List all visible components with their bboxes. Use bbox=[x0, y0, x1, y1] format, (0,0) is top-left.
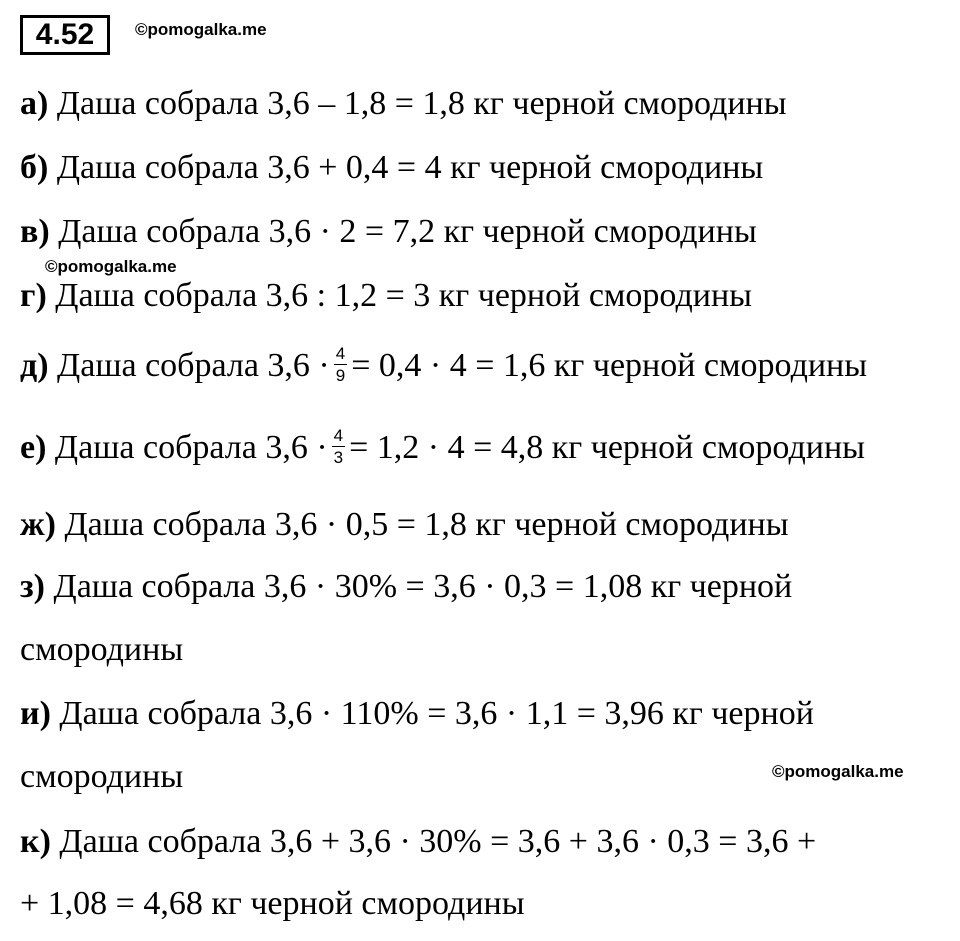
answer-label-i: и) bbox=[20, 695, 51, 732]
answer-line-d bbox=[20, 346, 867, 388]
answer-label-k: к) bbox=[20, 823, 51, 860]
answer-line-i-continuation bbox=[20, 757, 183, 797]
fraction-numerator: 4 bbox=[333, 426, 344, 446]
answer-line-e bbox=[20, 428, 865, 470]
answer-text-b: Даша собрала 3,6 + 0,4 = 4 кг черной смородины bbox=[48, 149, 764, 186]
fraction-denominator: 3 bbox=[333, 448, 344, 468]
answer-text-g: Даша собрала 3,6 : 1,2 = 3 кг черной смородины bbox=[46, 277, 752, 314]
answer-text-d-before: Даша собрала 3,6 · bbox=[48, 347, 330, 384]
problem-number-box: 4.52 bbox=[20, 15, 110, 55]
answer-text-e-after: = 1,2 · 4 = 4,8 кг черной смородины bbox=[349, 429, 865, 466]
answer-line-k bbox=[20, 822, 816, 862]
answer-text-i-continuation: смородины bbox=[20, 758, 184, 795]
watermark-bottom: ©pomogalka.me bbox=[772, 762, 904, 781]
answer-text-v: Даша собрала 3,6 · 2 = 7,2 кг черной смородины bbox=[49, 213, 757, 250]
fraction-numerator: 4 bbox=[335, 344, 346, 364]
answer-label-d: д) bbox=[20, 347, 49, 384]
answer-line-g bbox=[20, 276, 752, 316]
answer-line-z bbox=[20, 567, 792, 607]
answer-line-b bbox=[20, 148, 763, 188]
answer-text-k: Даша собрала 3,6 + 3,6 · 30% = 3,6 + 3,6 · 0,3 = 3,6 + bbox=[50, 823, 817, 860]
answer-label-b: б) bbox=[20, 149, 49, 186]
answer-line-zh bbox=[20, 505, 789, 545]
fraction-four-ninths bbox=[334, 345, 347, 385]
watermark-top: ©pomogalka.me bbox=[135, 20, 267, 39]
answer-line-i bbox=[20, 694, 814, 734]
answer-label-a: а) bbox=[20, 85, 49, 122]
answer-label-v: в) bbox=[20, 213, 50, 250]
answer-line-v bbox=[20, 212, 757, 252]
answer-text-z: Даша собрала 3,6 · 30% = 3,6 · 0,3 = 1,08 кг черной bbox=[45, 568, 793, 605]
answer-text-e-before: Даша собрала 3,6 · bbox=[46, 429, 328, 466]
answer-line-z-continuation bbox=[20, 630, 183, 670]
answer-line-a bbox=[20, 84, 787, 124]
answer-label-e: е) bbox=[20, 429, 47, 466]
answer-label-zh: ж) bbox=[20, 506, 56, 543]
answer-label-z: з) bbox=[20, 568, 45, 605]
answer-text-a: Даша собрала 3,6 – 1,8 = 1,8 кг черной смородины bbox=[48, 85, 787, 122]
fraction-denominator: 9 bbox=[335, 366, 346, 386]
answer-line-k-continuation bbox=[20, 884, 525, 924]
answer-text-zh: Даша собрала 3,6 · 0,5 = 1,8 кг черной смородины bbox=[55, 506, 789, 543]
answer-text-d-after: = 0,4 · 4 = 1,6 кг черной смородины bbox=[351, 347, 868, 384]
answer-text-i: Даша собрала 3,6 · 110% = 3,6 · 1,1 = 3,96 кг черной bbox=[50, 695, 814, 732]
fraction-four-thirds bbox=[332, 427, 345, 467]
watermark-middle: ©pomogalka.me bbox=[45, 257, 177, 276]
answer-text-k-continuation: + 1,08 = 4,68 кг черной смородины bbox=[20, 885, 525, 922]
answer-label-g: г) bbox=[20, 277, 47, 314]
answer-text-z-continuation: смородины bbox=[20, 631, 184, 668]
